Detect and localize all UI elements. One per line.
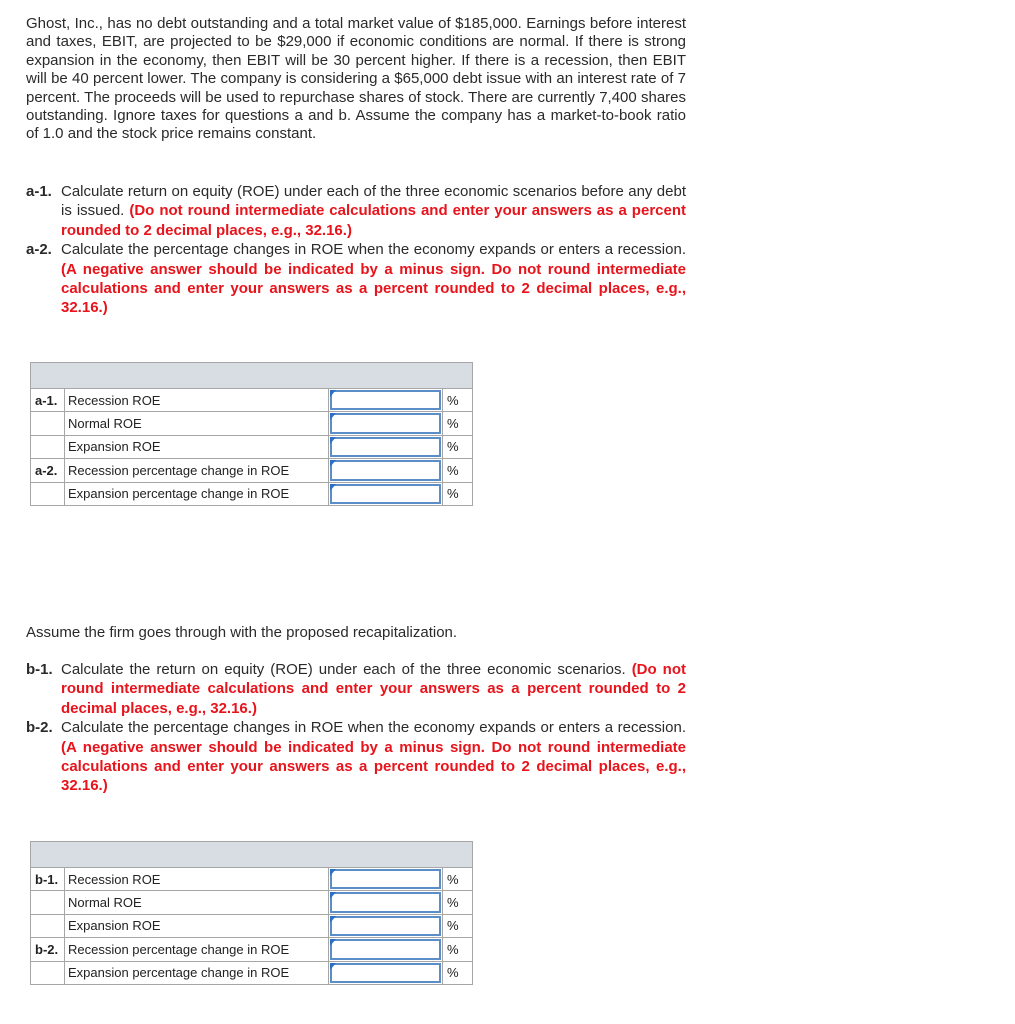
question-label: b-1.: [26, 661, 53, 678]
row-label: [31, 891, 65, 914]
table-row: [31, 938, 473, 961]
question-a2: [26, 240, 686, 318]
part-b-answer-table: [30, 841, 473, 985]
table-row: [31, 482, 473, 505]
table-row: [31, 868, 473, 891]
answer-input[interactable]: [330, 916, 441, 936]
answer-cell: [329, 459, 443, 482]
row-label: [31, 961, 65, 984]
answer-cell: [329, 435, 443, 458]
answer-cell: [329, 389, 443, 412]
table-row: [31, 891, 473, 914]
problem-statement: Ghost, Inc., has no debt outstanding and a total market value of $185,000. Earnings before interest and taxes, EBIT, are projected to be $29,000 if economic conditions are normal. If there is strong expansion in the economy, then EBIT will be 30 percent higher. If there is a recession, then EBIT will be 40 percent lower. The company is considering a $65,000 debt issue with an interest rate of 7 percent. The proceeds will be used to repurchase shares of stock. There are currently 7,400 shares outstanding. Ignore taxes for questions a and b. Assume the company has a market-to-book ratio of 1.0 and the stock price remains constant.: [26, 15, 686, 143]
answer-input[interactable]: [330, 413, 441, 433]
unit-label: %: [443, 914, 473, 937]
table-header: [31, 842, 473, 868]
unit-label: %: [443, 389, 473, 412]
question-instruction: (A negative answer should be indicated by a minus sign. Do not round intermediate calculations and enter your answers as a percent rounded to 2 decimal places, e.g., 32.16.): [61, 738, 686, 795]
question-text: Calculate return on equity (ROE) under each of the three economic scenarios before any debt is issued.: [61, 183, 686, 220]
row-description: Normal ROE: [65, 412, 329, 435]
answer-input[interactable]: [330, 460, 441, 480]
question-instruction: (Do not round intermediate calculations and enter your answers as a percent rounded to 2 decimal places, e.g., 32.16.): [61, 661, 686, 717]
part-a-answer-table: [30, 362, 473, 506]
table-row: [31, 412, 473, 435]
answer-cell: [329, 961, 443, 984]
answer-cell: [329, 938, 443, 961]
row-label: [31, 435, 65, 458]
row-description: Expansion ROE: [65, 914, 329, 937]
question-text: Calculate the percentage changes in ROE when the economy expands or enters a recession.: [61, 241, 686, 259]
answer-input[interactable]: [330, 939, 441, 959]
row-description: Recession percentage change in ROE: [65, 459, 329, 482]
table-row: [31, 914, 473, 937]
answer-cell: [329, 891, 443, 914]
row-label: [31, 482, 65, 505]
question-b2: [26, 718, 686, 796]
unit-label: %: [443, 868, 473, 891]
question-b1: [26, 660, 686, 718]
row-label: b-2.: [31, 938, 65, 961]
answer-input[interactable]: [330, 869, 441, 889]
row-description: Normal ROE: [65, 891, 329, 914]
question-text: Calculate the percentage changes in ROE when the economy expands or enters a recession.: [61, 719, 686, 737]
table-row: [31, 459, 473, 482]
part-b-questions: [26, 660, 686, 796]
row-label: [31, 412, 65, 435]
table-header: [31, 363, 473, 389]
part-a-questions: [26, 182, 686, 318]
answer-cell: [329, 482, 443, 505]
question-text: Calculate the return on equity (ROE) under each of the three economic scenarios.: [61, 661, 632, 678]
answer-input[interactable]: [330, 437, 441, 457]
row-description: Expansion percentage change in ROE: [65, 482, 329, 505]
table-row: [31, 389, 473, 412]
row-description: Expansion percentage change in ROE: [65, 961, 329, 984]
row-label: [31, 914, 65, 937]
answer-cell: [329, 412, 443, 435]
question-label: a-2.: [26, 241, 52, 259]
row-description: Recession ROE: [65, 389, 329, 412]
row-label: a-1.: [31, 389, 65, 412]
table-header-cell: [31, 363, 473, 389]
row-description: Recession percentage change in ROE: [65, 938, 329, 961]
question-instruction: (A negative answer should be indicated by a minus sign. Do not round intermediate calculations and enter your answers as a percent rounded to 2 decimal places, e.g., 32.16.): [61, 260, 686, 317]
table-header-cell: [31, 842, 473, 868]
unit-label: %: [443, 961, 473, 984]
unit-label: %: [443, 459, 473, 482]
unit-label: %: [443, 412, 473, 435]
row-label: a-2.: [31, 459, 65, 482]
question-label: b-2.: [26, 719, 53, 737]
answer-cell: [329, 868, 443, 891]
assumption-text: Assume the firm goes through with the proposed recapitalization.: [26, 624, 458, 641]
question-instruction: (Do not round intermediate calculations and enter your answers as a percent rounded to 2 decimal places, e.g., 32.16.): [61, 202, 686, 239]
unit-label: %: [443, 435, 473, 458]
question-a1: [26, 182, 686, 240]
row-description: Expansion ROE: [65, 435, 329, 458]
table-row: [31, 435, 473, 458]
answer-input[interactable]: [330, 963, 441, 983]
unit-label: %: [443, 891, 473, 914]
answer-input[interactable]: [330, 390, 441, 410]
unit-label: %: [443, 482, 473, 505]
row-description: Recession ROE: [65, 868, 329, 891]
row-label: b-1.: [31, 868, 65, 891]
unit-label: %: [443, 938, 473, 961]
answer-input[interactable]: [330, 484, 441, 504]
table-row: [31, 961, 473, 984]
answer-cell: [329, 914, 443, 937]
question-label: a-1.: [26, 183, 52, 200]
answer-input[interactable]: [330, 892, 441, 912]
